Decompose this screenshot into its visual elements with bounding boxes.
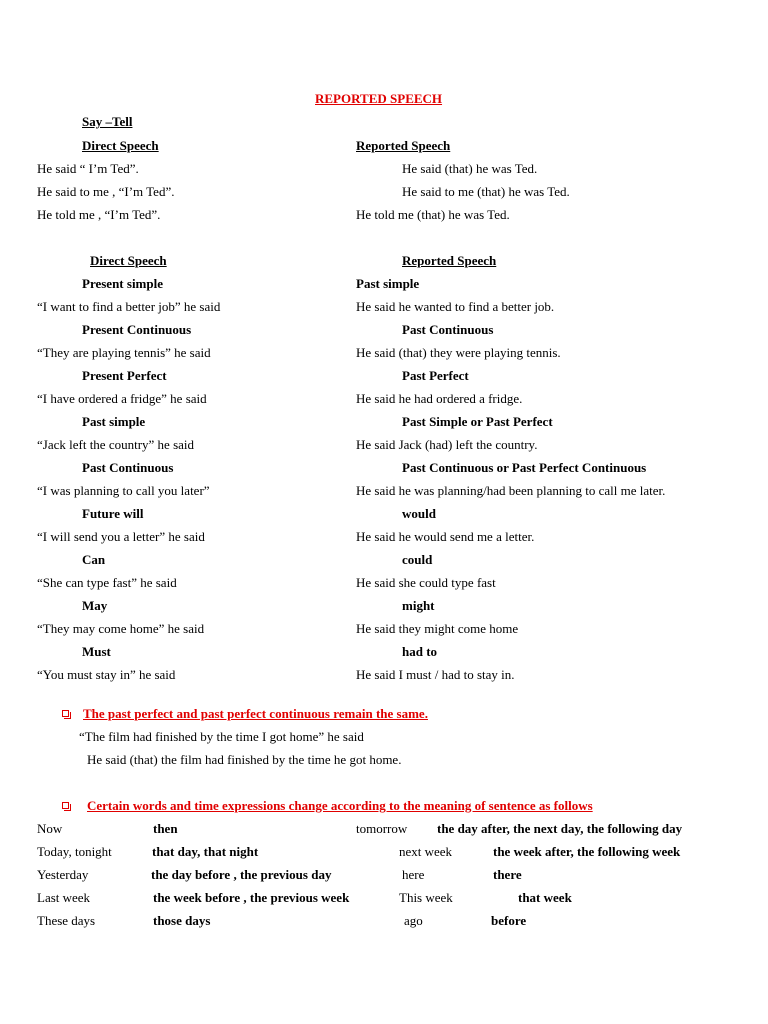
note-example-direct: “The film had finished by the time I got home” he said (79, 729, 364, 744)
reported-example: He said they might come home (356, 621, 519, 636)
direct-tense: Present simple (82, 276, 163, 291)
reported-tense: Past simple (356, 276, 420, 291)
reported-tense: might (402, 598, 435, 613)
reported-tense: would (402, 506, 436, 521)
say-tell-direct-1: He said “ I’m Ted”. (37, 161, 139, 176)
note-heading: Certain words and time expressions change according to the meaning of sentence as follows (87, 798, 593, 813)
reported-example: He said he was planning/had been planning to call me later. (356, 483, 666, 498)
time-word: next week (399, 844, 453, 859)
say-tell-direct-3: He told me , “I’m Ted”. (37, 207, 161, 222)
reported-tense: Past Continuous (402, 322, 494, 337)
time-word-change: that day, that night (152, 844, 259, 859)
time-word-change: the day after, the next day, the following day (437, 821, 683, 836)
say-tell-direct-2: He said to me , “I’m Ted”. (37, 184, 175, 199)
time-word: This week (399, 890, 453, 905)
time-word-change: then (153, 821, 178, 836)
direct-example: “You must stay in” he said (37, 667, 176, 682)
reported-example: He said he would send me a letter. (356, 529, 535, 544)
direct-tense: May (82, 598, 108, 613)
checkbox-bullet-icon (62, 802, 69, 809)
direct-example: “I have ordered a fridge” he said (37, 391, 207, 406)
direct-example: “I was planning to call you later” (37, 483, 210, 498)
direct-tense: Must (82, 644, 111, 659)
direct-example: “I want to find a better job” he said (37, 299, 221, 314)
say-tell-reported-header: Reported Speech (356, 138, 451, 153)
checkbox-bullet-icon (62, 710, 69, 717)
time-word-change: before (491, 913, 527, 928)
direct-example: “I will send you a letter” he said (37, 529, 205, 544)
time-word-change: those days (153, 913, 211, 928)
direct-tense: Past simple (82, 414, 146, 429)
say-tell-direct-header: Direct Speech (82, 138, 159, 153)
direct-example: “Jack left the country” he said (37, 437, 195, 452)
reported-tense: Past Simple or Past Perfect (402, 414, 553, 429)
direct-tense: Past Continuous (82, 460, 174, 475)
tenses-reported-header: Reported Speech (402, 253, 497, 268)
time-word: Now (37, 821, 63, 836)
direct-example: “They may come home” he said (37, 621, 205, 636)
reported-example: He said he had ordered a fridge. (356, 391, 523, 406)
time-word: Yesterday (37, 867, 89, 882)
direct-example: “They are playing tennis” he said (37, 345, 211, 360)
reported-example: He said (that) they were playing tennis. (356, 345, 561, 360)
reported-tense: Past Continuous or Past Perfect Continuous (402, 460, 647, 475)
tenses-direct-header: Direct Speech (90, 253, 167, 268)
direct-tense: Present Continuous (82, 322, 192, 337)
direct-tense: Can (82, 552, 106, 567)
note-heading: The past perfect and past perfect continuous remain the same. (83, 706, 428, 721)
time-word: ago (404, 913, 423, 928)
time-word: Last week (37, 890, 91, 905)
say-tell-reported-3: He told me (that) he was Ted. (356, 207, 510, 222)
time-word-change: the day before , the previous day (151, 867, 332, 882)
reported-tense: Past Perfect (402, 368, 469, 383)
say-tell-reported-1: He said (that) he was Ted. (402, 161, 538, 176)
reported-tense: could (402, 552, 433, 567)
page-title: REPORTED SPEECH (315, 91, 443, 106)
time-word-change: there (493, 867, 522, 882)
note-example-reported: He said (that) the film had finished by the time he got home. (87, 752, 402, 767)
direct-tense: Present Perfect (82, 368, 167, 383)
time-word-change: that week (518, 890, 572, 905)
reported-example: He said he wanted to find a better job. (356, 299, 555, 314)
reported-example: He said she could type fast (356, 575, 496, 590)
reported-example: He said Jack (had) left the country. (356, 437, 538, 452)
time-word: here (402, 867, 425, 882)
reported-example: He said I must / had to stay in. (356, 667, 515, 682)
reported-tense: had to (402, 644, 438, 659)
time-word: tomorrow (356, 821, 408, 836)
time-word: Today, tonight (37, 844, 112, 859)
direct-example: “She can type fast” he said (37, 575, 177, 590)
direct-tense: Future will (82, 506, 144, 521)
time-word-change: the week before , the previous week (153, 890, 350, 905)
say-tell-reported-2: He said to me (that) he was Ted. (402, 184, 570, 199)
time-word-change: the week after, the following week (493, 844, 681, 859)
say-tell-heading: Say –Tell (82, 114, 133, 129)
time-word: These days (37, 913, 96, 928)
